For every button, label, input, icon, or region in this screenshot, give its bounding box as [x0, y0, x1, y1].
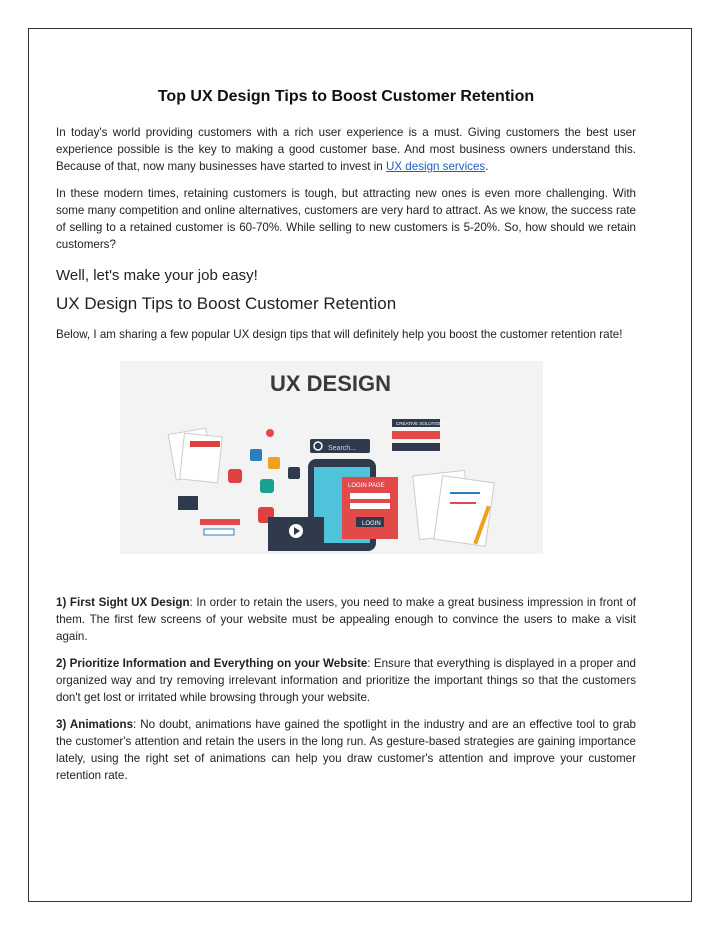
app-icon [288, 467, 300, 479]
login-page-label: LOGIN PAGE [348, 483, 385, 489]
retention-paragraph: In these modern times, retaining customers is tough, but attracting new ones is even more challenging. With some many competition and online alternatives, customers are very hard to attract. As we know, the success rate of selling to a retained customer is 60-70%. While selling to new customers is 5-20%. So, how should we retain customers? [56, 187, 636, 251]
illustration-heading: UX DESIGN [270, 371, 392, 396]
page-title: Top UX Design Tips to Boost Customer Retention [157, 88, 535, 105]
username-field [350, 493, 390, 499]
tip-1-body: : In order to retain the users, you need to make a great business impression in front of them. The first few screens of your website must be appealing enough to convince the users to make a visit again. [56, 596, 637, 643]
tip-2-title: 2) Prioritize Information and Everything on your Website [56, 657, 368, 670]
tips-intro-paragraph: Below, I am sharing a few popular UX design tips that will definitely help you boost the customer retention rate! [56, 328, 623, 341]
app-icon [250, 449, 262, 461]
intro-text-end: . [485, 160, 489, 173]
app-icon [228, 469, 242, 483]
document-content [56, 80, 636, 794]
dot-icon [266, 429, 274, 437]
subheading-easy: Well, let's make your job easy! [56, 267, 258, 284]
tip-2 [56, 655, 636, 706]
tip-1 [56, 594, 636, 645]
block-icon [178, 496, 198, 510]
password-field [350, 503, 390, 509]
app-icon [260, 479, 274, 493]
search-placeholder: Search... [328, 445, 357, 452]
ux-design-services-link[interactable]: UX design services [385, 160, 486, 173]
tip-2-body: : Ensure that everything is displayed in a proper and organized way and try removing irrelevant information and prioritize the important things so that the customers don't get lost or irritated while browsing through your website. [56, 657, 636, 704]
app-icon [268, 457, 280, 469]
tip-1-title: 1) First Sight UX Design [56, 596, 190, 609]
tip-3-body: : No doubt, animations have gained the spotlight in the industry and are an effective tool to grab the customer's attention and retain the users in the long run. As gesture-based strategies are gaining importance lately, using the right set of animations can help you draw customer's attention and improve your customer retention rate. [56, 718, 636, 782]
ux-design-illustration [120, 361, 543, 554]
paper-sheets-left [168, 428, 222, 483]
tip-3-title: 3) Animations [56, 718, 134, 731]
subheading-tips: UX Design Tips to Boost Customer Retention [56, 294, 397, 313]
login-button-label: LOGIN [362, 521, 381, 527]
paper-sheets-right [413, 470, 494, 546]
tip-3 [56, 716, 636, 784]
intro-text: In today's world providing customers with a rich user experience is a must. Giving customers the best user experience possible is the key to making a good customer base. And most business owners understand this. Because of that, now many businesses have started to invest in [56, 126, 636, 173]
creative-solutions-label: CREATIVE SOLUTIONS [396, 421, 446, 426]
intro-paragraph [56, 124, 636, 175]
